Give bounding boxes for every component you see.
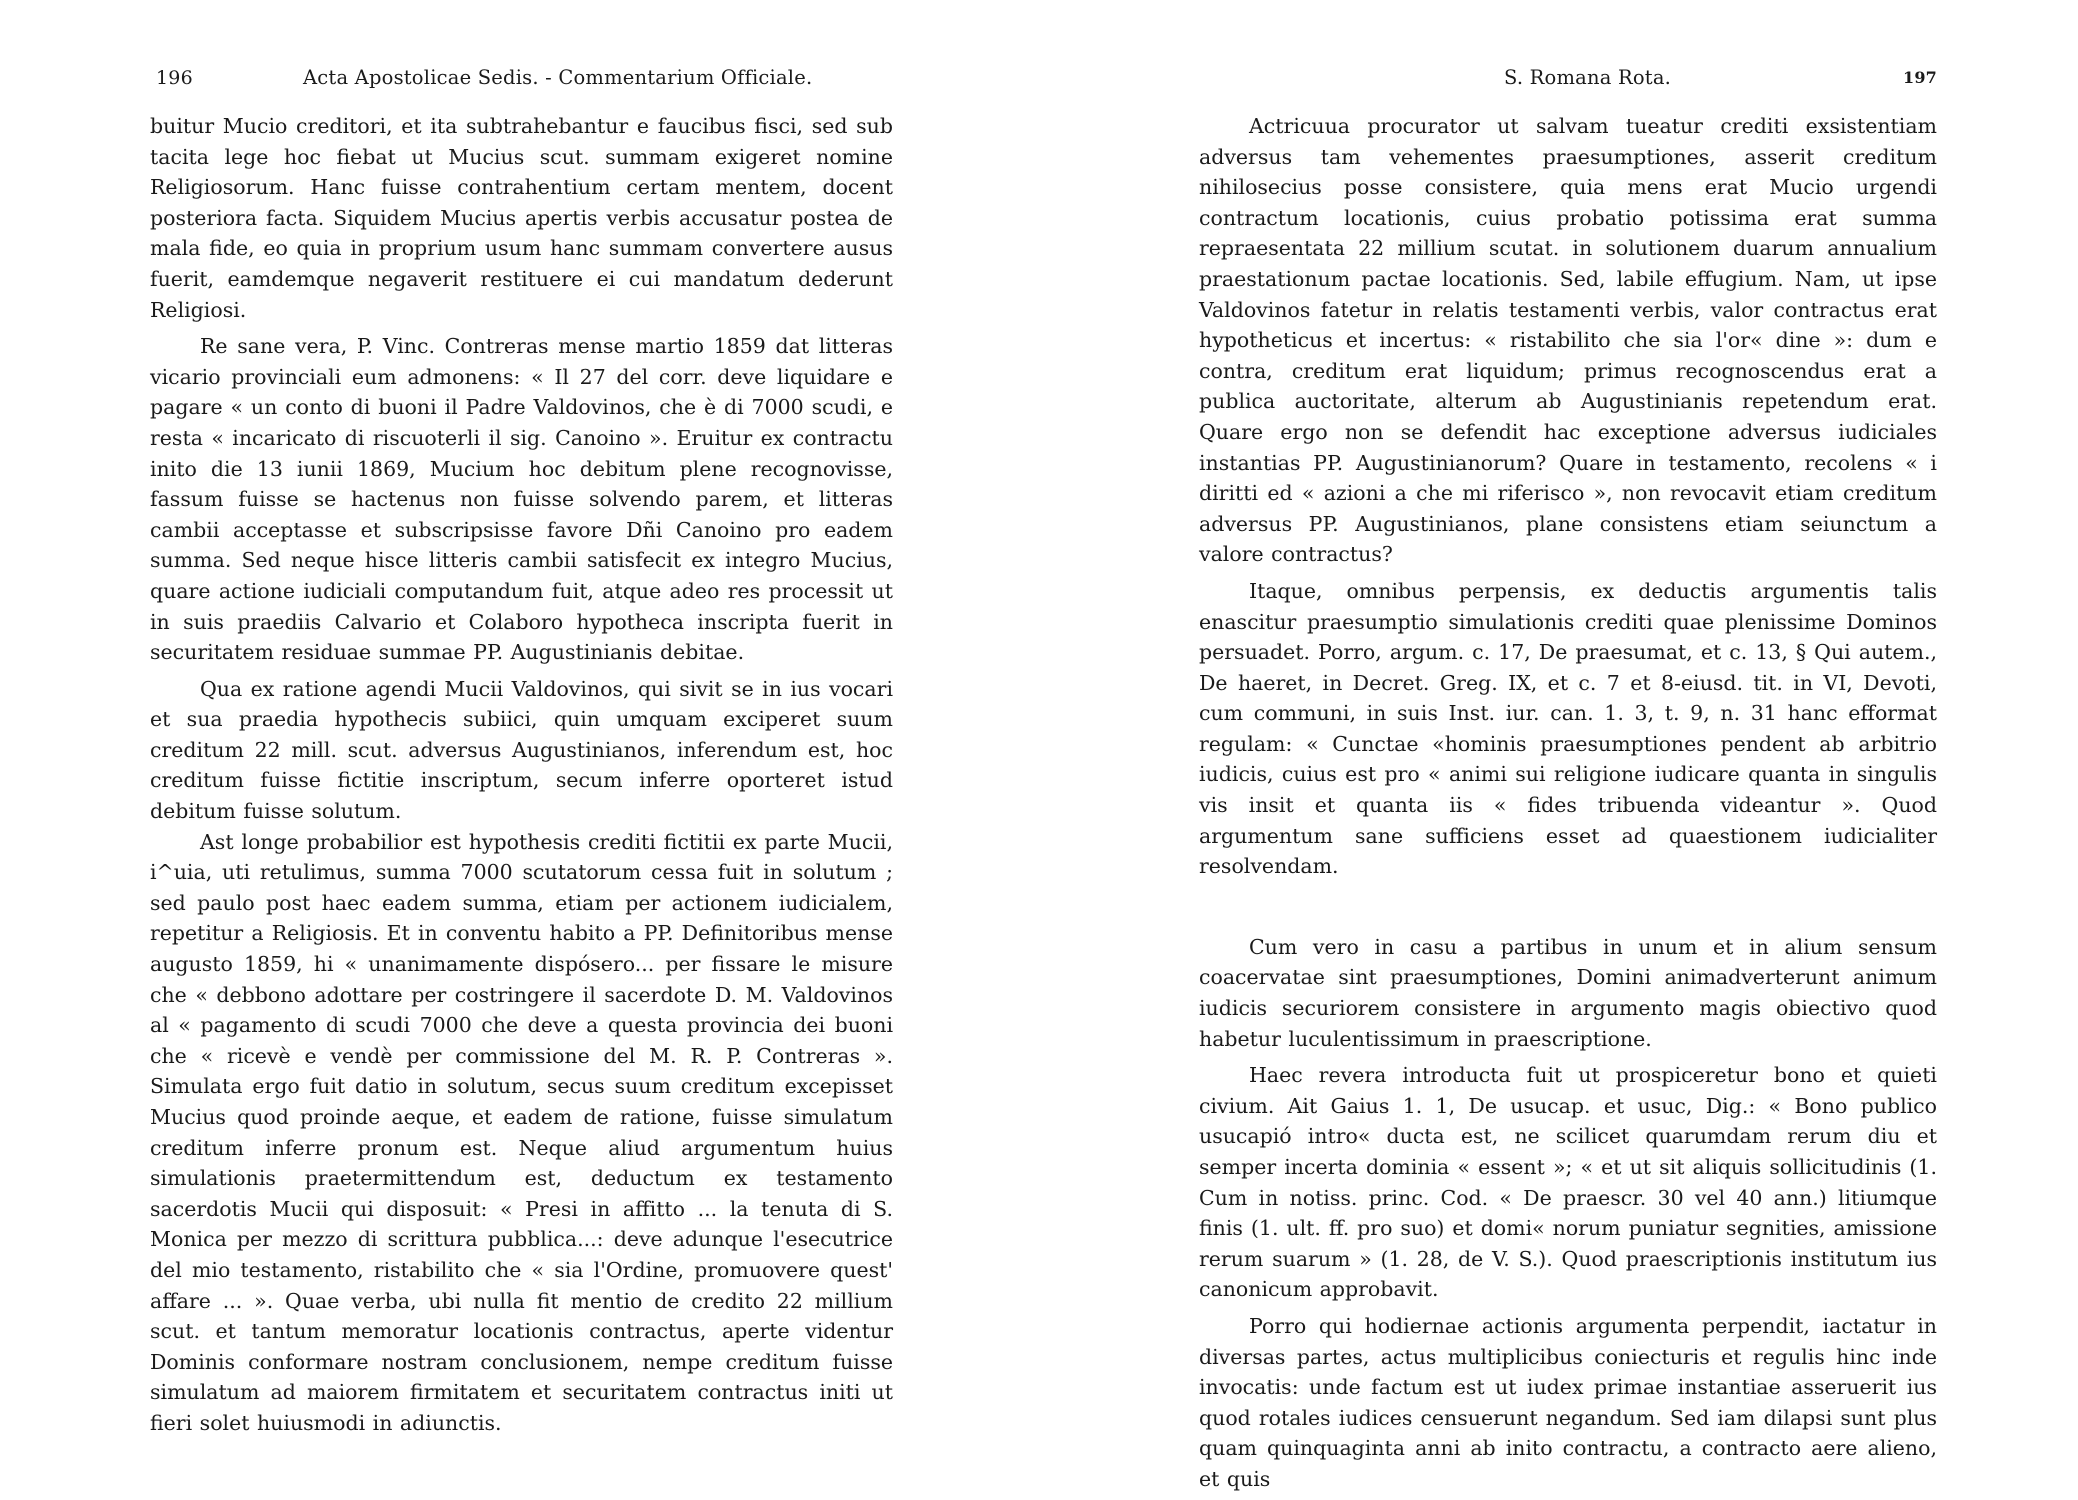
right-paragraph-3: Cum vero in casu a partibus in unum et in alium sensum coacervatae sint praesumptiones, Domini animadverterunt animum iudicis securiorem consistere in argumento magis obiectivo quod habetur luculentissimum in praescriptione. [1199,934,1937,1051]
left-paragraph-4: Ast longe probabilior est hypothesis crediti fictitii ex parte Mucii, i^uia, uti retulimus, summa 7000 scutatorum cessa fuit in solutum ; sed paulo post haec eadem summa, etiam per actionem iudicialem, repetitur a Religiosis. Et in conventu habito a PP. Definitoribus mense augusto 1859, hi « unanimamente dispósero... per fissare le misure che « debbono adottare per costringere il sacerdote D. M. Valdovinos al « pagamento di scudi 7000 che deve a questa provincia dei buoni che « ricevè e vendè per commissione del M. R. P. Contreras ». Simulata ergo fuit datio in solutum, secus suum creditum excepisset Mucius quod proinde aeque, et eadem de ratione, fuisse simulatum creditum inferre pronum est. Neque aliud argumentum huius simulationis praetermittendum est, deductum ex testamento sacerdotis Mucii qui disposuit: « Presi in affitto ... la tenuta di S. Monica per mezzo di scrittura pubblica...: deve adunque l'esecutrice del mio testamento, ristabilito che « sia l'Ordine, promuovere quest' affare ... ». Quae verba, ubi nulla fit mentio de credito 22 millium scut. et tantum memoratur locationis contractus, aperte videntur Dominis conformare nostram conclusionem, nempe creditum fuisse simulatum ad maiorem firmitatem et securitatem contractus initi ut fieri solet huiusmodi in adiunctis. [150,829,893,1435]
right-paragraph-4: Haec revera introducta fuit ut prospiceretur bono et quieti civium. Ait Gaius 1. 1, De usucap. et usuc, Dig.: « Bono publico usucapió intro« ducta est, ne scilicet quarumdam rerum diu et semper incerta dominia « essent »; « et ut sit aliquis sollicitudinis (1. Cum in notiss. princ. Cod. « De praescr. 30 vel 40 ann.) litiumque finis (1. ult. ff. pro suo) et domi« norum puniatur segnities, amissione rerum suarum » (1. 28, de V. S.). Quod praescriptionis institutum ius canonicum approbavit. [1199,1063,1937,1302]
right-running-title: S. Romana Rota. [1504,66,1672,89]
right-paragraph-2: Itaque, omnibus perpensis, ex deductis argumentis talis enascitur praesumptio simulationis crediti quae plenissime Dominos persuadet. Porro, argum. c. 17, De praesumat, et c. 13, § Qui autem., De haeret, in Decret. Greg. IX, et c. 7 et 8-eiusd. tit. in VI, Devoti, cum communi, in suis Inst. iur. can. 1. 3, t. 9, n. 31 hanc efformat regulam: « Cunctae «hominis praesumptiones pendent ab arbitrio iudicis, cuius est pro « animi sui religione iudicare quanta in singulis vis insit et quanta iis « fides tribuenda videantur ». Quod argumentum sane sufficiens esset ad quaestionem iudicialiter resolvendam. [1199,578,1937,879]
left-running-title: Acta Apostolicae Sedis. - Commentarium Officiale. [303,66,813,89]
left-page-number: 196 [156,67,193,89]
left-page-body [150,111,893,1439]
right-paragraph-1: Actricuua procurator ut salvam tueatur crediti exsistentiam adversus tam vehementes praesumptiones, asserit creditum nihilosecius posse consistere, quia mens erat Mucio urgendi contractum locationis, cuius probatio potissima erat summa repraesentata 22 millium scutat. in solutionem duarum annualium praestationum pactae locationis. Sed, labile effugium. Nam, ut ipse Valdovinos fatetur in relatis testamenti verbis, valor contractus erat hypotheticus et incertus: « ristabilito che sia l'or« dine »: dum e contra, creditum erat liquidum; primus recognoscendus erat a publica auctoritate, alterum ab Augustinianis repetendum erat. Quare ergo non se defendit hac exceptione adversus iudiciales instantias PP. Augustinianorum? Quare in testamento, recolens « i diritti ed « azioni a che mi riferisco », non revocavit etiam creditum adversus PP. Augustinianos, plane consistens etiam seiunctum a valore contractus? [1199,114,1937,567]
left-page [150,0,893,1500]
right-page-number: 197 [1903,68,1937,87]
left-page-header [150,64,893,92]
right-paragraph-5: Porro qui hodiernae actionis argumenta perpendit, iactatur in diversas partes, actus multiplicibus coniecturis et regulis hinc inde invocatis: unde factum est ut iudex primae instantiae asseruerit ius quod rotales iudices censuerunt negandum. Sed iam dilapsi sunt plus quam quinquaginta anni ab inito contractu, a contracto aere alieno, et quis [1199,1313,1937,1491]
left-paragraph-1: buitur Mucio creditori, et ita subtrahebantur e faucibus fisci, sed sub tacita lege hoc fiebat ut Mucius scut. summam exigeret nomine Religiosorum. Hanc fuisse contrahentium certam mentem, docent posteriora facta. Siquidem Mucius apertis verbis accusatur postea de mala fide, eo quia in proprium usum hanc summam convertere ausus fuerit, eamdemque negaverit restituere ei cui mandatum dederunt Religiosi. [150,114,893,322]
left-paragraph-2: Re sane vera, P. Vinc. Contreras mense martio 1859 dat litteras vicario provinciali eum admonens: « Il 27 del corr. deve liquidare e pagare « un conto di buoni il Padre Valdovinos, che è di 7000 scudi, e resta « incaricato di riscuoterli il sig. Canoino ». Eruitur ex contractu inito die 13 iunii 1869, Mucium hoc debitum plene recognovisse, fassum fuisse se hactenus non fuisse solvendo parem, et litteras cambii acceptasse et subscripsisse favore Dñi Canoino pro eadem summa. Sed neque hisce litteris cambii satisfecit ex integro Mucius, quare actione iudiciali computandum fuit, atque adeo res processit ut in suis praediis Calvario et Colaboro hypotheca inscripta fuerit in securitatem residuae summae PP. Augustinianis debitae. [150,334,893,665]
right-page-header [1199,64,1937,92]
right-page-body [1199,111,1937,1495]
right-page [1199,0,1937,1500]
left-paragraph-3: Qua ex ratione agendi Mucii Valdovinos, qui sivit se in ius vocari et sua praedia hypothecis subiici, quin umquam exciperet suum creditum 22 mill. scut. adversus Augustinianos, inferendum est, hoc creditum fuisse fictitie inscriptum, secum inferre oporteret istud debitum fuisse solutum. [150,676,893,824]
